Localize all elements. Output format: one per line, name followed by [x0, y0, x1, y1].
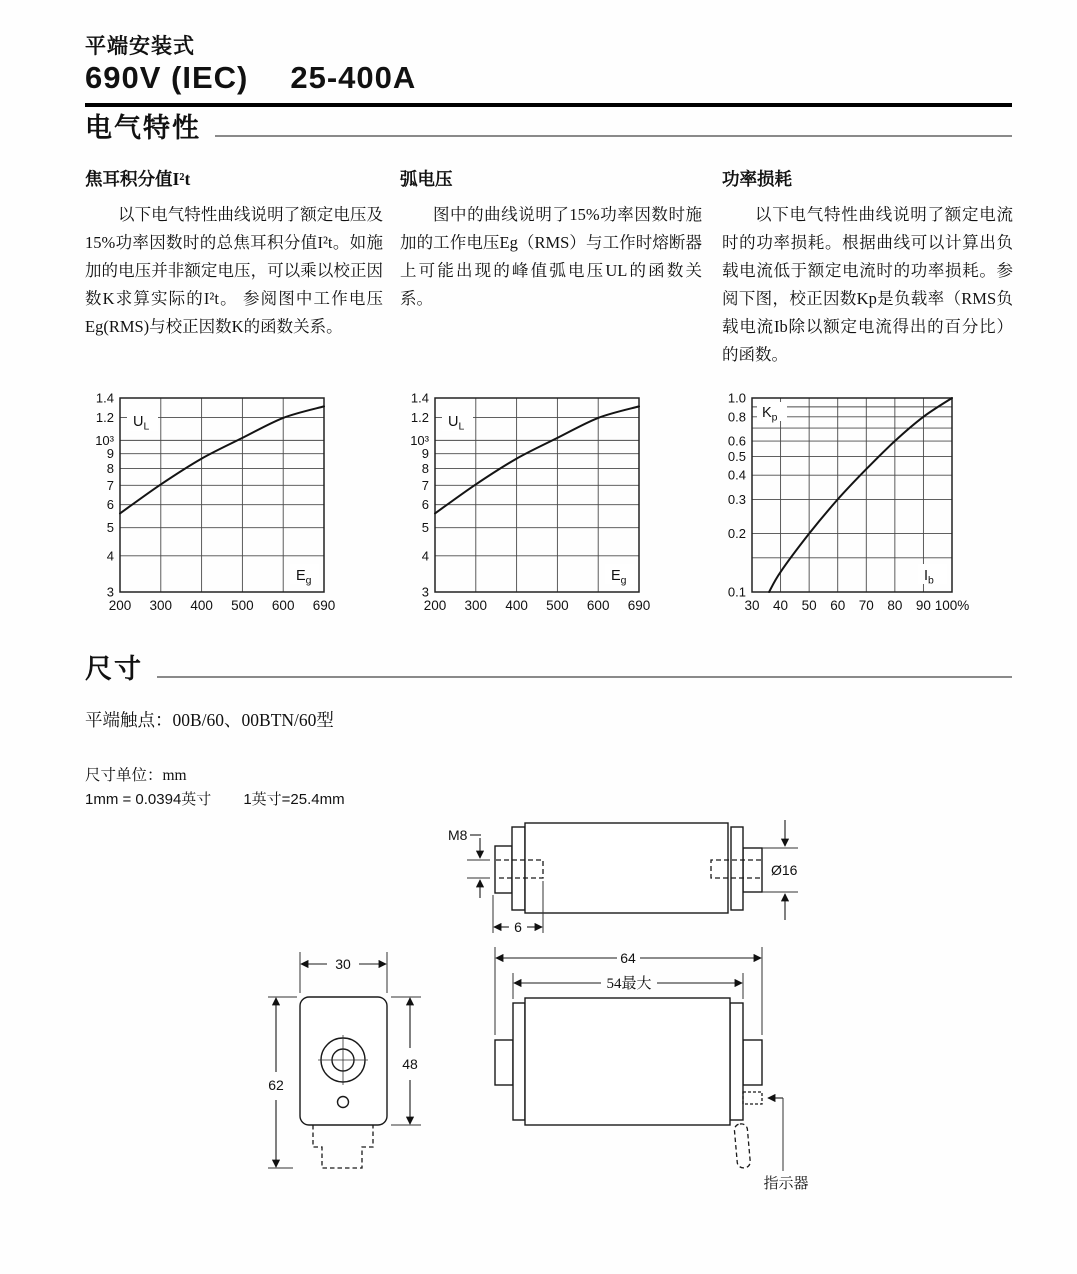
svg-text:5: 5: [106, 520, 114, 536]
svg-text:500: 500: [231, 598, 254, 613]
svg-text:200: 200: [423, 598, 447, 613]
svg-text:690: 690: [312, 598, 336, 613]
svg-text:1.4: 1.4: [95, 390, 114, 406]
svg-text:5: 5: [421, 520, 429, 536]
svg-text:10³: 10³: [410, 432, 429, 448]
svg-text:4: 4: [106, 548, 114, 564]
column-power-loss: [722, 166, 1013, 369]
svg-text:4: 4: [421, 548, 429, 564]
column-paragraph: 以下电气特性曲线说明了额定电流时的功率损耗。根据曲线可以计算出负载电流低于额定电流时的功率损耗。参阅下图，校正因数Kp是负载率（RMS负载电流Ib除以额定电流得出的百分比）的函数。: [722, 205, 1013, 364]
svg-text:8: 8: [421, 460, 429, 476]
svg-text:Ib: $I_b$: [924, 568, 934, 587]
fuse-front-outline: [300, 997, 387, 1168]
page-title: [85, 60, 416, 96]
column-paragraph: 图中的曲线说明了15%功率因数时施加的工作电压Eg（RMS）与工作时熔断器上可能出现的峰值弧电压UL的函数关系。: [400, 205, 702, 308]
indicator-label: 指示器: [763, 1176, 809, 1192]
column-heading: 弧电压: [400, 169, 453, 189]
section-title: 电气特性: [85, 113, 201, 143]
svg-text:300: 300: [464, 598, 488, 613]
contact-type-line: 平端触点：00B/60、00BTN/60型: [85, 710, 334, 730]
column-joule-integral: [85, 166, 383, 341]
hidden-tab-outline: [313, 1125, 373, 1168]
svg-text:100%: 100%: [934, 598, 970, 613]
drawing-front-view: [255, 940, 490, 1190]
svg-text:60: 60: [830, 598, 846, 613]
m8-label: M8: [448, 827, 468, 843]
svg-text:UL: $U_L$: [448, 414, 465, 433]
section-title: 尺寸: [85, 654, 143, 684]
svg-text:400: 400: [190, 598, 213, 613]
svg-text:400: 400: [505, 598, 528, 613]
mounting-style-subtitle: 平端安装式: [85, 34, 195, 58]
width-label: 30: [335, 956, 351, 972]
chart-power-loss-svg: [710, 388, 990, 620]
svg-text:8: 8: [106, 460, 114, 476]
column-paragraph: 以下电气特性曲线说明了额定电压及15%功率因数时的总焦耳积分值I²t。如施加的电压并非额定电压，可以乘以校正因数K求算实际的I²t。 参阅图中工作电压Eg(RMS)与校正因数K的函数关系。: [85, 205, 383, 336]
diameter-label: Ø16: [771, 862, 798, 878]
svg-text:UL: $U_L$: [133, 414, 150, 433]
svg-text:50: 50: [801, 598, 817, 613]
svg-text:200: 200: [108, 598, 132, 613]
svg-text:0.3: 0.3: [727, 491, 746, 507]
svg-text:30: 30: [744, 598, 760, 613]
svg-text:600: 600: [586, 598, 610, 613]
svg-text:70: 70: [858, 598, 874, 613]
chart-i2t-svg: [80, 388, 360, 620]
svg-text:690: 690: [627, 598, 651, 613]
svg-text:1.2: 1.2: [410, 409, 429, 425]
mm-to-inch: 1mm = 0.0394英寸: [85, 791, 212, 808]
svg-text:1.2: 1.2: [95, 409, 114, 425]
svg-text:1.0: 1.0: [727, 390, 746, 406]
fuse-side-outline: [495, 998, 762, 1125]
section-electrical-characteristics: [85, 114, 1012, 144]
svg-text:Kp: $K_p$: [762, 405, 778, 424]
svg-text:90: 90: [915, 598, 931, 613]
column-arc-voltage: [400, 166, 702, 313]
indicator-assembly: [734, 1092, 809, 1192]
svg-text:80: 80: [887, 598, 903, 613]
thread-depth-label: 6: [514, 919, 522, 935]
svg-text:0.2: 0.2: [727, 526, 746, 542]
svg-text:Eg: $E_g$: [611, 568, 627, 587]
chart-power-loss-correction: [710, 388, 990, 625]
total-length-label: 64: [620, 950, 636, 966]
dim-body-height-48: [391, 997, 421, 1125]
indicator-pin-outline: [743, 1092, 762, 1104]
svg-text:300: 300: [149, 598, 173, 613]
drawing-threaded-side-view: [440, 808, 835, 953]
indicator-window-circle: [338, 1097, 349, 1108]
inch-to-mm: 1英寸=25.4mm: [243, 791, 345, 808]
column-heading: 功率损耗: [722, 169, 792, 189]
total-height-label: 62: [268, 1077, 284, 1093]
svg-text:0.5: 0.5: [727, 448, 746, 464]
fuse-body-outline: [495, 823, 762, 913]
svg-text:0.1: 0.1: [727, 584, 746, 600]
dim-body-length-54: [513, 973, 743, 999]
dim-width-30: [300, 952, 387, 993]
svg-text:6: 6: [421, 497, 429, 513]
svg-text:6: 6: [106, 497, 114, 513]
svg-text:3: 3: [421, 584, 429, 600]
drawing-side-view: [470, 935, 870, 1210]
title-current-range: 25-400A: [290, 60, 417, 95]
body-height-label: 48: [402, 1056, 418, 1072]
svg-text:10³: 10³: [95, 432, 114, 448]
svg-text:0.6: 0.6: [727, 433, 746, 449]
svg-text:1.4: 1.4: [410, 390, 429, 406]
body-length-label: 54最大: [606, 976, 652, 992]
svg-text:9: 9: [106, 446, 114, 462]
svg-text:0.8: 0.8: [727, 409, 746, 425]
unit-line: 尺寸单位：mm: [85, 767, 187, 784]
section-rule: [157, 676, 1012, 678]
dim-diameter-16: [762, 820, 798, 920]
svg-text:600: 600: [271, 598, 295, 613]
svg-text:500: 500: [546, 598, 569, 613]
svg-text:7: 7: [421, 477, 429, 493]
section-rule: [215, 135, 1012, 137]
section-dimensions: [85, 655, 1012, 685]
svg-text:Eg: $E_g$: [296, 568, 312, 587]
chart-arc-voltage-svg: [395, 388, 675, 620]
svg-text:0.4: 0.4: [727, 467, 746, 483]
svg-text:9: 9: [421, 446, 429, 462]
svg-text:40: 40: [773, 598, 789, 613]
title-voltage: 690V (IEC): [85, 60, 249, 95]
indicator-wire-outline: [734, 1123, 751, 1168]
conversion-line: [85, 788, 345, 809]
header-rule: [85, 103, 1012, 107]
dim-total-height-62: [268, 997, 297, 1168]
svg-text:3: 3: [106, 584, 114, 600]
svg-text:7: 7: [106, 477, 114, 493]
chart-arc-voltage: [395, 388, 675, 625]
column-heading: 焦耳积分值I²t: [85, 169, 191, 189]
dim-m8-thread: [448, 827, 490, 898]
chart-i2t-correction: [80, 388, 360, 625]
